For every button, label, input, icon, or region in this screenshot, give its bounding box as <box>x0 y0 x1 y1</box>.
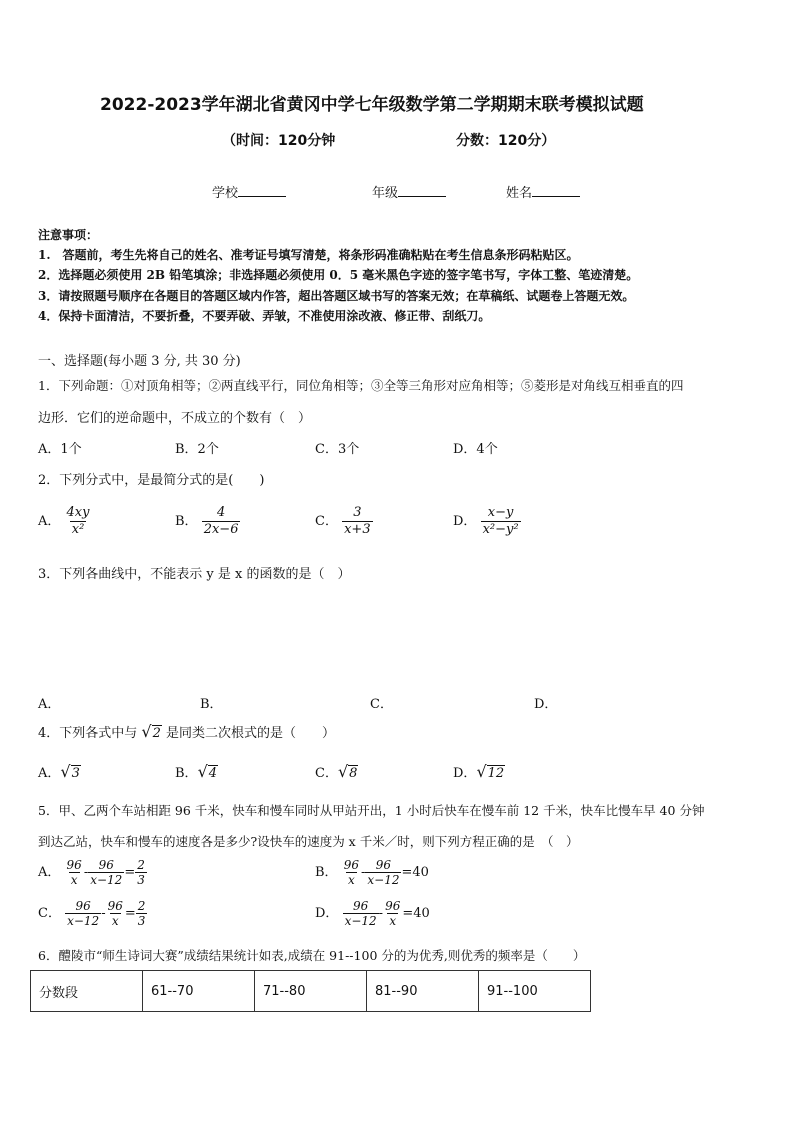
frac-numerator: 4 <box>216 505 226 520</box>
q1-stem-line1: 1．下列命题：①对顶角相等；②两直线平行，同位角相等；③全等三角形对应角相等；⑤菱形是对角线互相垂直的四 <box>38 378 684 393</box>
fraction <box>65 899 101 928</box>
radical-sign-icon: √ <box>60 762 71 781</box>
q4-option-c[interactable] <box>315 762 358 781</box>
fraction <box>383 899 402 928</box>
table-cell: 分数段 <box>31 971 143 1012</box>
frac-numerator: 4xy <box>66 505 90 520</box>
q2-option-a-fraction <box>65 505 92 538</box>
school-label: 学校 <box>212 186 239 201</box>
q6-stem: 6．醴陵市“师生诗词大赛”成绩结果统计如表,成绩在 91--100 分的为优秀,则优秀的频率是（ ） <box>38 948 586 963</box>
radical-sign-icon: √ <box>337 762 349 781</box>
q1-option-c[interactable]: C．3个 <box>315 442 360 457</box>
q1-option-d[interactable]: D．4个 <box>453 442 498 457</box>
q4-option-c-label: C． <box>315 766 338 781</box>
frac-denominator: x−12 <box>344 914 377 928</box>
q5-option-d-label: D． <box>315 906 339 921</box>
fraction <box>136 899 148 928</box>
frac-denominator: x+3 <box>344 522 371 537</box>
frac-denominator: 3 <box>137 873 145 887</box>
fraction <box>342 858 361 887</box>
frac-denominator: x <box>111 914 119 928</box>
q5-stem-line1: 5．甲、乙两个车站相距 96 千米，快车和慢车同时从甲站开出，1 小时后快车在慢车前 12 千米，快车比慢车早 40 分钟 <box>38 803 705 818</box>
frac-numerator: 96 <box>343 858 359 872</box>
q4-stem-post: 是同类二次根式的是（ ） <box>166 726 336 741</box>
q5-option-a-label: A． <box>38 865 61 880</box>
q3-option-c[interactable]: C． <box>370 697 393 712</box>
q3-option-d[interactable]: D． <box>534 697 558 712</box>
school-blank[interactable] <box>238 184 286 197</box>
name-blank[interactable] <box>532 184 580 197</box>
fraction <box>88 858 124 887</box>
q2-option-d-label: D． <box>453 514 477 529</box>
q4-option-b-radical <box>198 762 218 781</box>
q5-option-b-label: B． <box>315 865 338 880</box>
frac-denominator: 2x−6 <box>203 522 239 537</box>
grade-label: 年级 <box>372 186 399 201</box>
q4-option-c-radical <box>338 762 358 781</box>
fraction <box>365 858 401 887</box>
q3-option-b[interactable]: B． <box>200 697 223 712</box>
frac-numerator: 96 <box>75 899 91 913</box>
q4-option-b-label: B． <box>175 766 198 781</box>
grade-field <box>372 182 446 201</box>
q5-option-d[interactable] <box>315 899 430 928</box>
q4-option-b[interactable] <box>175 762 218 781</box>
q4-stem-pre: 4．下列各式中与 <box>38 726 138 741</box>
equals-sign: = <box>124 906 136 921</box>
frac-numerator: 96 <box>107 899 123 913</box>
q2-option-a-label: A． <box>38 514 61 529</box>
frac-numerator: 96 <box>375 858 392 872</box>
score-table <box>30 970 591 1012</box>
table-cell: 71--80 <box>255 971 367 1012</box>
fraction <box>65 858 84 887</box>
q4-option-d[interactable] <box>453 762 505 781</box>
frac-numerator: 2 <box>137 858 145 872</box>
frac-numerator: 3 <box>353 505 362 520</box>
q4-option-a[interactable] <box>38 762 81 781</box>
fraction <box>106 899 125 928</box>
q5-option-b[interactable] <box>315 858 429 887</box>
table-row <box>31 971 591 1012</box>
frac-denominator: x−12 <box>67 914 100 928</box>
q5-stem-line2: 到达乙站，快车和慢车的速度各是多少?设快车的速度为 x 千米／时，则下列方程正确的是 （ ） <box>38 834 579 849</box>
equals-40: =40 <box>401 865 429 880</box>
frac-denominator: x <box>70 873 78 887</box>
note-item-1: 1. 答题前，考生先将自己的姓名、准考证号填写清楚，将条形码准确粘贴在考生信息条形码粘贴区。 <box>38 248 579 262</box>
q4-stem <box>38 722 335 741</box>
frac-numerator: 96 <box>352 899 369 913</box>
frac-numerator: 96 <box>66 858 82 872</box>
time-label: （时间：120分钟 <box>222 133 336 149</box>
minus-sign: - <box>101 906 106 921</box>
q3-stem: 3．下列各曲线中，不能表示 y 是 x 的函数的是（ ） <box>38 567 351 582</box>
school-field <box>212 182 286 201</box>
frac-denominator: x <box>389 914 397 928</box>
grade-blank[interactable] <box>398 184 446 197</box>
note-item-3: 3．请按照题号顺序在各题目的答题区域内作答，超出答题区域书写的答案无效；在草稿纸、试题卷上答题无效。 <box>38 289 635 303</box>
table-cell: 81--90 <box>367 971 479 1012</box>
q2-option-c-label: C． <box>315 514 338 529</box>
q3-option-a[interactable]: A． <box>38 697 61 712</box>
q4-option-d-label: D． <box>453 766 477 781</box>
frac-numerator: x−y <box>487 505 514 520</box>
table-cell: 61--70 <box>143 971 255 1012</box>
notes-heading: 注意事项： <box>38 228 99 242</box>
radicand: 4 <box>208 766 218 781</box>
radical-sign-icon: √ <box>141 722 152 741</box>
q2-option-b-fraction <box>202 505 241 538</box>
q1-option-a[interactable]: A．1个 <box>38 442 82 457</box>
note-item-4: 4．保持卡面清洁，不要折叠，不要弄破、弄皱，不准使用涂改液、修正带、刮纸刀。 <box>38 309 491 323</box>
q2-stem: 2．下列分式中，是最简分式的是( ) <box>38 473 265 488</box>
frac-denominator: 3 <box>137 914 146 928</box>
name-field <box>506 182 580 201</box>
minus-sign: - <box>83 865 89 880</box>
radical-sign-icon: √ <box>197 762 208 781</box>
radicand: 12 <box>487 766 505 781</box>
fraction <box>343 899 379 928</box>
equals-40: =40 <box>402 906 430 921</box>
frac-numerator: 96 <box>98 858 114 872</box>
section-heading: 一、选择题(每小题 3 分, 共 30 分) <box>38 354 241 369</box>
minus-sign: - <box>360 865 366 880</box>
frac-denominator: x²−y² <box>482 522 519 537</box>
q2-option-c[interactable] <box>315 505 373 538</box>
fraction <box>135 858 147 887</box>
q2-option-d[interactable] <box>453 505 521 538</box>
radical-sign-icon: √ <box>476 762 487 781</box>
note-item-2: 2．选择题必须使用 2B 铅笔填涂；非选择题必须使用 0．5 毫米黑色字迹的签字笔书写，字体工整、笔迹清楚。 <box>38 268 639 282</box>
frac-numerator: 2 <box>137 899 146 913</box>
q2-option-d-fraction <box>481 505 521 538</box>
q2-option-a[interactable] <box>38 505 91 538</box>
q5-option-c-label: C． <box>38 906 61 921</box>
minus-sign: - <box>378 906 384 921</box>
frac-denominator: x−12 <box>90 873 123 887</box>
table-cell: 91--100 <box>479 971 591 1012</box>
q2-option-c-fraction <box>342 505 373 538</box>
q4-option-d-radical <box>476 762 505 781</box>
equals-sign: = <box>124 865 136 880</box>
page-title: 2022-2023学年湖北省黄冈中学七年级数学第二学期期末联考模拟试题 <box>100 95 644 115</box>
q4-option-a-label: A． <box>38 766 61 781</box>
sqrt-2 <box>141 722 161 741</box>
frac-numerator: 96 <box>385 899 401 913</box>
q5-option-c[interactable] <box>38 899 147 928</box>
q4-option-a-radical <box>60 762 80 781</box>
radicand: 2 <box>152 726 161 741</box>
q1-stem-line2: 边形．它们的逆命题中，不成立的个数有（ ） <box>38 411 312 426</box>
name-label: 姓名 <box>506 186 533 201</box>
radicand: 3 <box>71 766 80 781</box>
frac-denominator: x−12 <box>367 873 400 887</box>
q2-option-b[interactable] <box>175 505 240 538</box>
frac-denominator: x² <box>71 522 85 537</box>
frac-denominator: x <box>347 873 355 887</box>
radicand: 8 <box>349 766 358 781</box>
score-label: 分数：120分） <box>456 133 556 149</box>
q5-option-a[interactable] <box>38 858 147 887</box>
q2-option-b-label: B． <box>175 514 198 529</box>
q1-option-b[interactable]: B．2个 <box>175 442 219 457</box>
